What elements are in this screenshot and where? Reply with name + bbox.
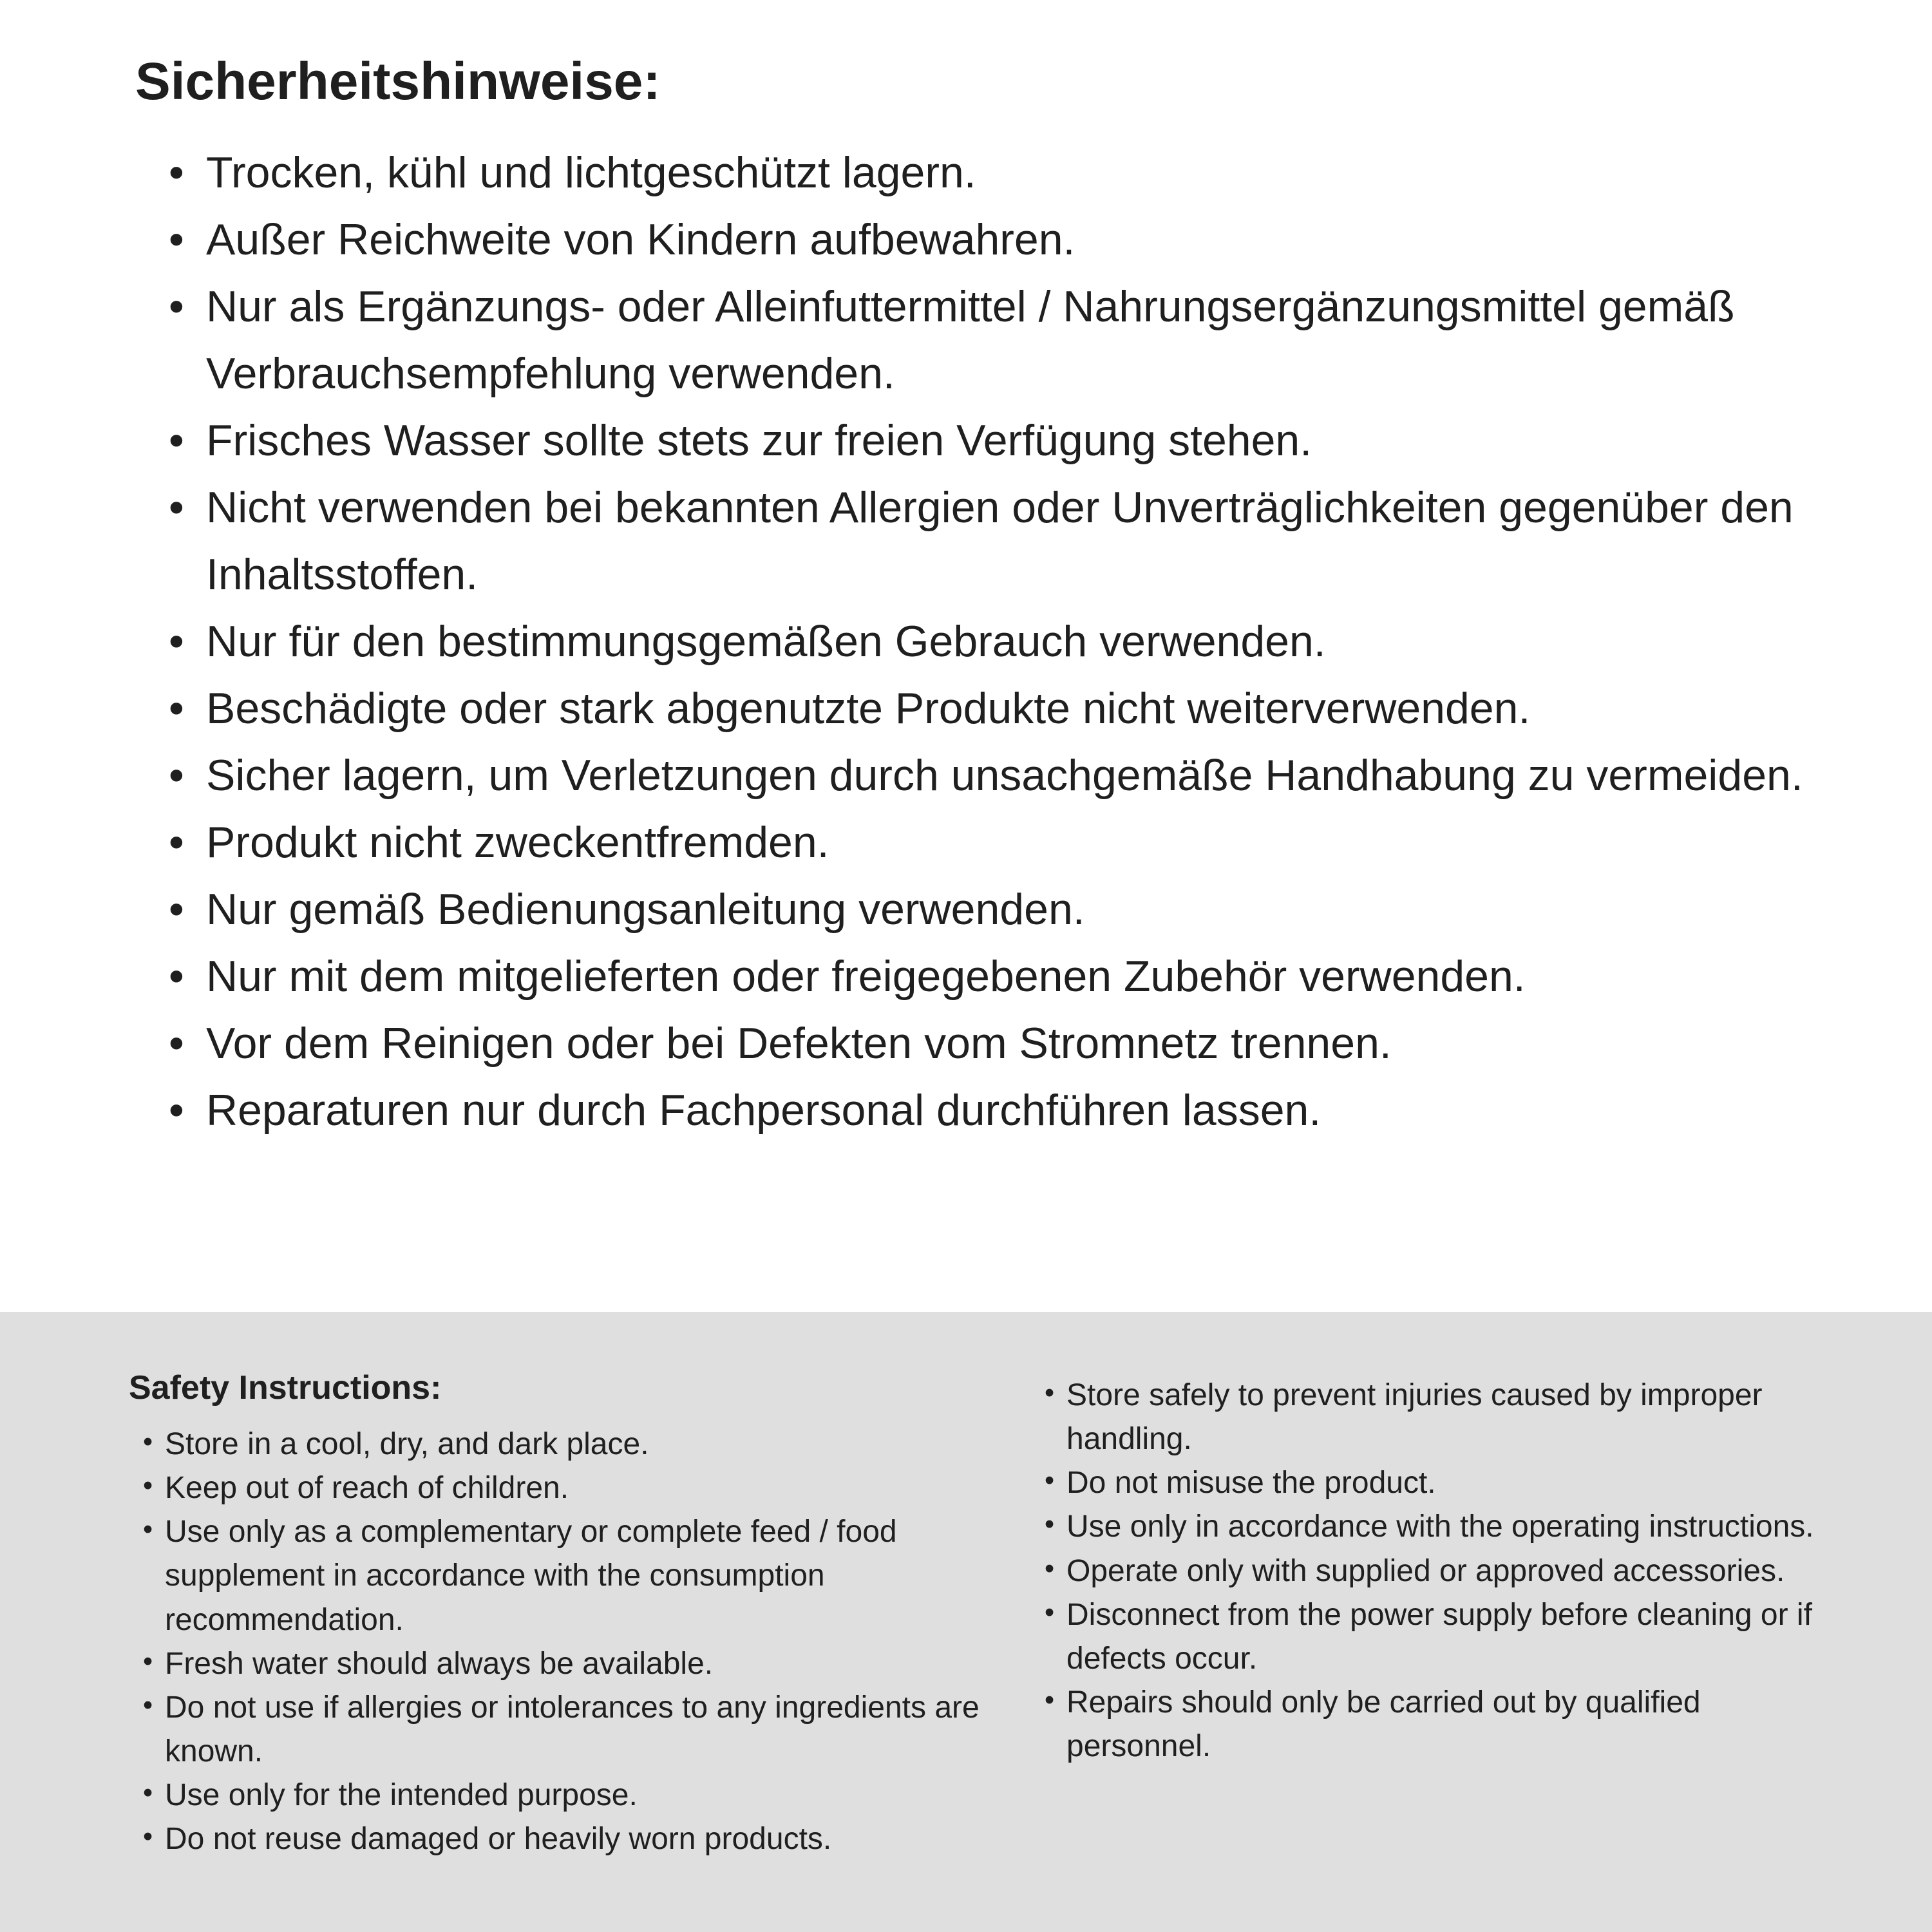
english-left-list <box>129 1423 1030 1862</box>
list-item: • Use only in accordance with the operating instructions. <box>1030 1505 1842 1549</box>
list-item: • Reparaturen nur durch Fachpersonal durchführen lassen. <box>135 1077 1803 1144</box>
english-section <box>0 1312 1932 1932</box>
list-item: • Nur als Ergänzungs- oder Alleinfuttermittel / Nahrungsergänzungsmittel gemäß Verbrauchsempfehlung verwenden. <box>135 273 1803 407</box>
list-item: • Außer Reichweite von Kindern aufbewahren. <box>135 206 1803 273</box>
list-item: • Do not misuse the product. <box>1030 1461 1842 1505</box>
list-item: • Nur gemäß Bedienungsanleitung verwenden. <box>135 876 1803 943</box>
list-item: • Sicher lagern, um Verletzungen durch unsachgemäße Handhabung zu vermeiden. <box>135 742 1803 809</box>
list-item: • Use only for the intended purpose. <box>129 1774 1030 1817</box>
list-item: • Do not use if allergies or intolerances to any ingredients are known. <box>129 1686 1030 1774</box>
english-right-column <box>1030 1368 1855 1768</box>
list-item: • Use only as a complementary or complete feed / food supplement in accordance with the consumption recommendation. <box>129 1510 1030 1642</box>
list-item: • Frisches Wasser sollte stets zur freien Verfügung stehen. <box>135 407 1803 474</box>
list-item: • Beschädigte oder stark abgenutzte Produkte nicht weiterverwenden. <box>135 675 1803 742</box>
list-item: • Disconnect from the power supply before cleaning or if defects occur. <box>1030 1593 1842 1681</box>
list-item: • Nur für den bestimmungsgemäßen Gebrauch verwenden. <box>135 608 1803 675</box>
english-right-list <box>1030 1374 1842 1768</box>
list-item: • Operate only with supplied or approved accessories. <box>1030 1549 1842 1593</box>
list-item: • Store safely to prevent injuries caused by improper handling. <box>1030 1374 1842 1461</box>
list-item: • Store in a cool, dry, and dark place. <box>129 1423 1030 1466</box>
list-item: • Do not reuse damaged or heavily worn products. <box>129 1817 1030 1861</box>
list-item: • Produkt nicht zweckentfremden. <box>135 809 1803 876</box>
german-list <box>135 139 1803 1144</box>
list-item: • Nicht verwenden bei bekannten Allergien oder Unverträglichkeiten gegenüber den Inhaltsstoffen. <box>135 474 1803 608</box>
list-item: • Keep out of reach of children. <box>129 1466 1030 1510</box>
english-title: Safety Instructions: <box>129 1369 442 1406</box>
english-left-column <box>129 1368 1030 1862</box>
list-item: • Fresh water should always be available. <box>129 1642 1030 1686</box>
german-title: Sicherheitshinweise: <box>135 52 661 111</box>
list-item: • Nur mit dem mitgelieferten oder freigegebenen Zubehör verwenden. <box>135 943 1803 1010</box>
list-item: • Repairs should only be carried out by qualified personnel. <box>1030 1681 1842 1768</box>
list-item: • Trocken, kühl und lichtgeschützt lagern. <box>135 139 1803 206</box>
list-item: • Vor dem Reinigen oder bei Defekten vom Stromnetz trennen. <box>135 1010 1803 1077</box>
